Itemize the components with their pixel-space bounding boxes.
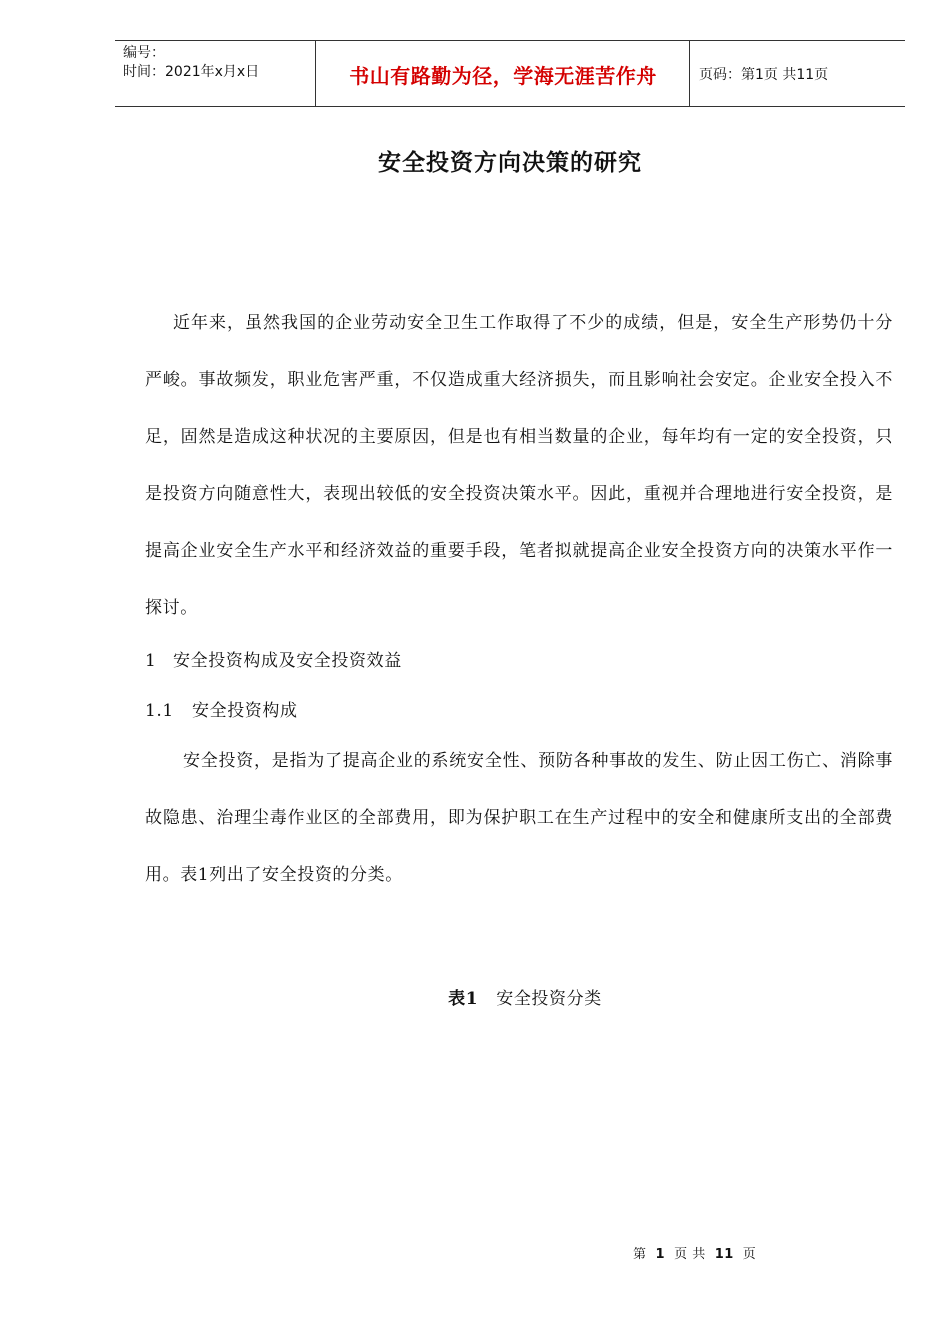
header-page-info: 页码：第1页 共11页 <box>699 67 829 83</box>
table-caption-text: 安全投资分类 <box>496 989 602 1009</box>
header-meta <box>123 44 259 82</box>
subsection-title: 安全投资构成 <box>192 701 298 721</box>
definition-paragraph: 安全投资，是指为了提高企业的系统安全性、预防各种事故的发生、防止因工伤亡、消除事故隐患、治理尘毒作业区的全部费用，即为保护职工在生产过程中的安全和健康所支出的全部费用。表1列出了安全投资的分类。 <box>145 751 893 885</box>
footer-total-pages: 11 <box>714 1247 734 1262</box>
footer-prefix: 第 <box>633 1247 647 1262</box>
footer-suffix: 页 <box>742 1247 757 1262</box>
footer-page-number: 1 <box>655 1247 666 1262</box>
section-title: 安全投资构成及安全投资效益 <box>173 651 402 671</box>
table-caption-label: 表1 <box>448 989 479 1009</box>
section-number: 1 <box>145 651 157 671</box>
page-title: 安全投资方向决策的研究 <box>378 149 642 176</box>
section-heading-1-1 <box>145 698 298 724</box>
header-divider-right <box>689 41 690 107</box>
header-divider-left <box>315 41 316 107</box>
time-label: 时间：2021年x月x日 <box>123 64 260 80</box>
header-motto: 书山有路勤为径，学海无涯苦作舟 <box>349 63 657 88</box>
page-footer <box>633 1246 756 1264</box>
subsection-number: 1.1 <box>145 701 174 721</box>
intro-paragraph: 近年来，虽然我国的企业劳动安全卫生工作取得了不少的成绩，但是，安全生产形势仍十分严峻。事故频发，职业危害严重，不仅造成重大经济损失，而且影响社会安定。企业安全投入不足，固然是造成这种状况的主要原因，但是也有相当数量的企业，每年均有一定的安全投资，只是投资方向随意性大，表现出较低的安全投资决策水平。因此，重视并合理地进行安全投资，是提高企业安全生产水平和经济效益的重要手段，笔者拟就提高企业安全投资方向的决策水平作一探讨。 <box>145 313 893 618</box>
serial-label: 编号： <box>123 45 165 61</box>
document-header <box>115 40 905 107</box>
footer-middle: 页 共 <box>674 1247 706 1262</box>
table-caption <box>0 986 950 1012</box>
section-heading-1 <box>145 648 402 674</box>
